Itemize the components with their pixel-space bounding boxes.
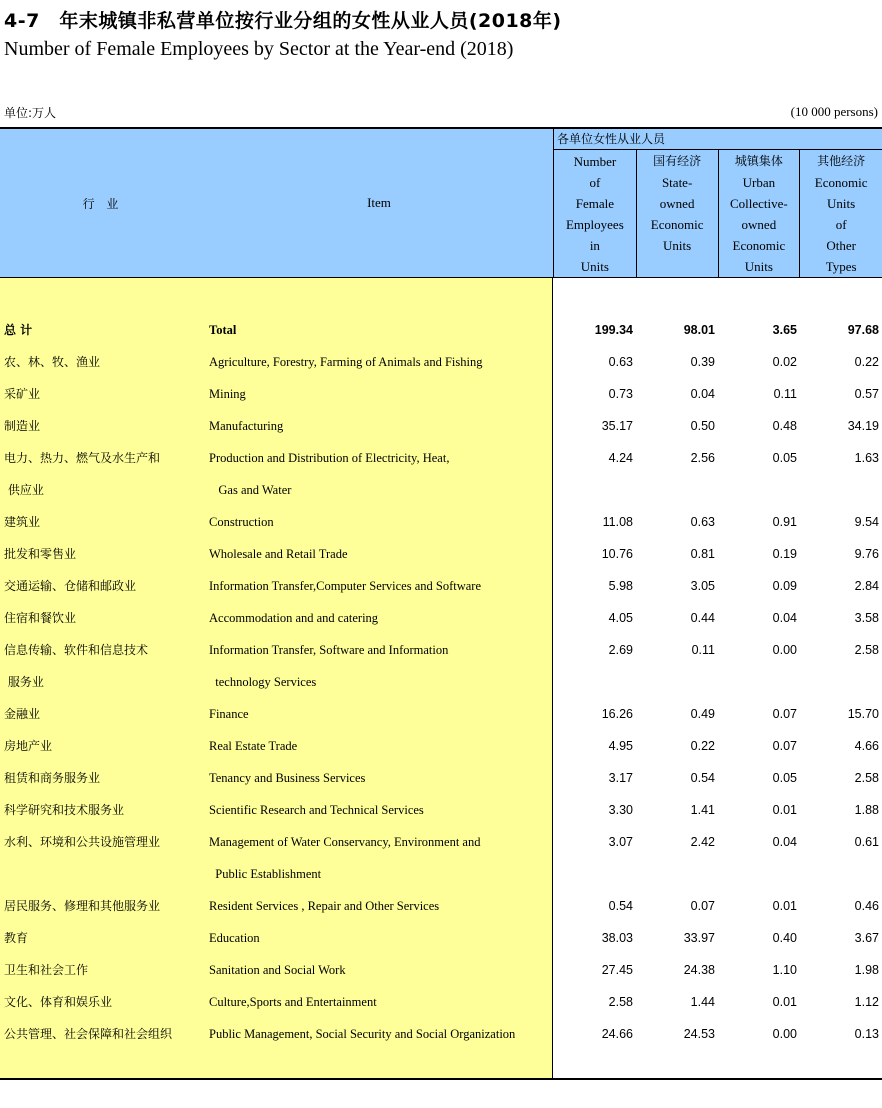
row-value-col4: 3.58	[854, 611, 879, 625]
row-label-en: Culture,Sports and Entertainment	[209, 995, 377, 1009]
header-column-en-line: Employees	[565, 217, 624, 232]
header-column-1	[554, 150, 636, 277]
row-value-col3: 0.01	[772, 995, 797, 1009]
row-label-en: Wholesale and Retail Trade	[209, 547, 348, 561]
row-value-col1: 4.95	[608, 739, 633, 753]
row-label-zh: 住宿和餐饮业	[4, 611, 77, 625]
row-value-col3: 0.91	[772, 515, 797, 529]
row-value-col2: 1.41	[690, 803, 715, 817]
row-label-en: Scientific Research and Technical Services	[209, 803, 424, 817]
row-value-col4: 2.58	[854, 643, 879, 657]
row-value-col2: 0.44	[690, 611, 715, 625]
table-row	[0, 378, 882, 410]
table-row	[0, 762, 882, 794]
row-value-col2: 33.97	[683, 931, 715, 945]
table-row	[0, 826, 882, 858]
header-industry: 行 业	[82, 196, 123, 211]
row-label-en: Gas and Water	[209, 483, 292, 497]
row-value-col3	[717, 474, 797, 506]
data-table	[0, 127, 882, 1080]
page-title-zh: 4-7 年末城镇非私营单位按行业分组的女性从业人员(2018年)	[4, 10, 562, 32]
row-label-en: Tenancy and Business Services	[209, 771, 366, 785]
row-value-col1: 4.24	[608, 451, 633, 465]
row-value-col3: 0.11	[773, 387, 797, 401]
row-value-col1: 27.45	[601, 963, 633, 977]
row-value-col2: 24.53	[683, 1027, 715, 1041]
header-column-en-line: Number	[573, 154, 617, 169]
row-label-zh: 采矿业	[4, 387, 41, 401]
header-column-en-line: Types	[825, 259, 857, 274]
row-value-col3: 0.40	[772, 931, 797, 945]
row-value-col2: 1.44	[690, 995, 715, 1009]
header-column-en-line: State-	[661, 175, 693, 190]
header-column-en-line: Units	[580, 259, 609, 274]
row-label-zh: 房地产业	[4, 739, 53, 753]
row-value-col4: 1.12	[854, 995, 879, 1009]
row-label-en: technology Services	[209, 675, 317, 689]
table-row	[0, 858, 882, 890]
row-value-col3: 0.19	[772, 547, 797, 561]
row-value-col3: 0.00	[772, 643, 797, 657]
row-value-col1: 11.08	[602, 515, 633, 529]
header-column-en-line: Economic	[814, 175, 868, 190]
table-row	[0, 1018, 882, 1050]
row-value-col4: 15.70	[847, 707, 879, 721]
header-column-zh: 其他经济	[817, 154, 866, 168]
row-label-zh: 金融业	[4, 707, 41, 721]
row-value-col3: 0.04	[772, 835, 797, 849]
row-label-en: Public Establishment	[209, 867, 322, 881]
row-value-col2: 3.05	[690, 579, 715, 593]
row-value-col4: 1.88	[854, 803, 879, 817]
row-value-col4	[799, 666, 879, 698]
row-label-en: Accommodation and and catering	[209, 611, 379, 625]
row-value-col1: 0.63	[608, 355, 633, 369]
row-value-col4	[799, 858, 879, 890]
table-row	[0, 346, 882, 378]
row-value-col4: 0.57	[854, 387, 879, 401]
header-column-en-line: Urban	[742, 175, 776, 190]
row-value-col3: 0.07	[772, 707, 797, 721]
table-row	[0, 410, 882, 442]
row-label-zh: 交通运输、仓储和邮政业	[4, 579, 137, 593]
header-column-zh: 城镇集体	[734, 154, 783, 168]
table-row	[0, 954, 882, 986]
row-value-col1: 199.34	[594, 323, 633, 337]
row-label-en: Finance	[209, 707, 249, 721]
row-value-col2	[635, 858, 715, 890]
header-column-en-line: Other	[826, 238, 856, 253]
header-column-en-line: Economic	[732, 238, 786, 253]
row-label-zh: 批发和零售业	[4, 547, 77, 561]
row-value-col1	[553, 858, 633, 890]
row-value-col3: 0.48	[772, 419, 797, 433]
row-label-en: Sanitation and Social Work	[209, 963, 346, 977]
table-body	[0, 278, 882, 1080]
row-value-col4	[799, 474, 879, 506]
row-value-col4: 2.58	[854, 771, 879, 785]
row-value-col1: 35.17	[601, 419, 633, 433]
row-label-zh: 农、林、牧、渔业	[4, 355, 101, 369]
row-value-col4: 9.76	[854, 547, 879, 561]
header-column-en-line: in	[589, 238, 600, 253]
header-column-en-line: of	[835, 217, 847, 232]
table-row	[0, 474, 882, 506]
row-value-col3: 0.09	[772, 579, 797, 593]
row-value-col2: 0.04	[690, 387, 715, 401]
row-label-zh: 水利、环境和公共设施管理业	[4, 835, 161, 849]
row-label-zh: 建筑业	[4, 515, 41, 529]
unit-label-en: (10 000 persons)	[790, 104, 878, 119]
header-column-en-line: Economic	[650, 217, 704, 232]
row-value-col1: 2.58	[608, 995, 633, 1009]
row-value-col2: 0.54	[690, 771, 715, 785]
row-value-col1: 5.98	[608, 579, 633, 593]
unit-label-zh: 单位:万人	[4, 106, 57, 120]
row-value-col2: 2.42	[690, 835, 715, 849]
header-column-en-line: Units	[663, 238, 692, 253]
row-value-col2: 24.38	[683, 963, 715, 977]
row-label-en: Total	[209, 323, 237, 337]
header-group	[553, 129, 882, 277]
row-value-col1: 3.30	[608, 803, 633, 817]
row-value-col3: 0.05	[772, 771, 797, 785]
row-value-col4: 34.19	[847, 419, 879, 433]
header-item: Item	[367, 195, 391, 210]
row-label-zh: 电力、热力、燃气及水生产和	[4, 451, 161, 465]
row-value-col1	[553, 474, 633, 506]
header-column-zh: 国有经济	[653, 154, 702, 168]
row-label-zh: 服务业	[4, 675, 44, 689]
table-row	[0, 634, 882, 666]
row-value-col2: 0.22	[690, 739, 715, 753]
table-row	[0, 570, 882, 602]
row-value-col4: 2.84	[854, 579, 879, 593]
row-label-en: Mining	[209, 387, 246, 401]
table-row	[0, 506, 882, 538]
row-value-col3: 1.10	[772, 963, 797, 977]
row-value-col1	[553, 666, 633, 698]
row-label-en: Management of Water Conservancy, Environment and	[209, 835, 481, 849]
row-value-col3: 0.04	[772, 611, 797, 625]
row-value-col1: 3.07	[608, 835, 633, 849]
row-label-en: Real Estate Trade	[209, 739, 298, 753]
table-row	[0, 538, 882, 570]
header-column-en-line: owned	[659, 196, 695, 211]
row-label-en: Information Transfer,Computer Services and Software	[209, 579, 482, 593]
table-row	[0, 314, 882, 346]
row-value-col3	[717, 858, 797, 890]
row-value-col1: 3.17	[608, 771, 633, 785]
page-title-en: Number of Female Employees by Sector at the Year-end (2018)	[4, 38, 514, 60]
row-value-col4: 4.66	[854, 739, 879, 753]
row-value-col4: 1.98	[854, 963, 879, 977]
row-value-col1: 0.54	[608, 899, 633, 913]
row-value-col2: 0.39	[690, 355, 715, 369]
row-label-zh: 文化、体育和娱乐业	[4, 995, 113, 1009]
row-label-zh: 信息传输、软件和信息技术	[4, 643, 149, 657]
row-value-col4: 3.67	[854, 931, 879, 945]
row-value-col2: 0.63	[690, 515, 715, 529]
table-row	[0, 602, 882, 634]
table-row	[0, 794, 882, 826]
row-label-zh: 总 计	[4, 323, 33, 337]
header-column-en-line: Units	[744, 259, 773, 274]
header-column-2	[636, 150, 718, 277]
row-value-col2: 0.07	[690, 899, 715, 913]
row-label-zh: 租赁和商务服务业	[4, 771, 101, 785]
row-label-zh: 科学研究和技术服务业	[4, 803, 125, 817]
row-value-col2: 2.56	[690, 451, 715, 465]
row-label-en: Construction	[209, 515, 274, 529]
row-value-col1: 24.66	[601, 1027, 633, 1041]
row-value-col2: 0.11	[691, 643, 715, 657]
row-label-en: Resident Services , Repair and Other Services	[209, 899, 440, 913]
row-value-col3: 0.01	[772, 803, 797, 817]
row-value-col4: 1.63	[854, 451, 879, 465]
row-label-zh: 公共管理、社会保障和社会组织	[4, 1027, 173, 1041]
row-value-col1: 4.05	[608, 611, 633, 625]
table-row	[0, 922, 882, 954]
row-label-en: Public Management, Social Security and Social Organization	[209, 1027, 516, 1041]
header-group-label: 各单位女性从业人员	[554, 129, 882, 150]
table-row	[0, 986, 882, 1018]
header-column-3	[718, 150, 800, 277]
row-value-col3: 0.05	[772, 451, 797, 465]
row-value-col3: 0.01	[772, 899, 797, 913]
row-value-col4: 9.54	[854, 515, 879, 529]
row-value-col1: 10.76	[601, 547, 633, 561]
row-value-col1: 0.73	[608, 387, 633, 401]
row-value-col1: 16.26	[601, 707, 633, 721]
row-value-col3	[717, 666, 797, 698]
row-label-zh: 制造业	[4, 419, 41, 433]
row-value-col3: 3.65	[772, 323, 797, 337]
row-value-col4: 0.22	[854, 355, 879, 369]
row-value-col4: 97.68	[847, 323, 879, 337]
row-label-zh: 教育	[4, 931, 29, 945]
row-value-col2: 0.50	[690, 419, 715, 433]
header-column-en-line: of	[589, 175, 601, 190]
row-value-col3: 0.07	[772, 739, 797, 753]
header-column-en-line: Female	[575, 196, 614, 211]
header-column-en-line: owned	[741, 217, 777, 232]
row-label-zh: 卫生和社会工作	[4, 963, 89, 977]
table-row	[0, 442, 882, 474]
row-label-en: Education	[209, 931, 260, 945]
row-value-col4: 0.13	[854, 1027, 879, 1041]
row-value-col1: 38.03	[601, 931, 633, 945]
row-value-col2: 98.01	[683, 323, 715, 337]
table-row	[0, 730, 882, 762]
header-column-4	[799, 150, 882, 277]
row-value-col3: 0.02	[772, 355, 797, 369]
row-value-col2	[635, 666, 715, 698]
header-column-en-line: Collective-	[729, 196, 788, 211]
header-column-en-line: Units	[827, 196, 856, 211]
row-value-col3: 0.00	[772, 1027, 797, 1041]
row-value-col2	[635, 474, 715, 506]
row-label-en: Agriculture, Forestry, Farming of Animals and Fishing	[209, 355, 483, 369]
row-label-en: Information Transfer, Software and Information	[209, 643, 449, 657]
row-label-en: Production and Distribution of Electricity, Heat,	[209, 451, 450, 465]
table-header	[0, 129, 882, 278]
row-value-col4: 0.61	[854, 835, 879, 849]
table-row	[0, 698, 882, 730]
row-label-en: Manufacturing	[209, 419, 284, 433]
table-row	[0, 890, 882, 922]
row-value-col2: 0.49	[690, 707, 715, 721]
header-columns	[554, 150, 882, 277]
table-row	[0, 666, 882, 698]
row-label-zh: 居民服务、修理和其他服务业	[4, 899, 161, 913]
row-label-zh: 供应业	[4, 483, 44, 497]
row-value-col2: 0.81	[690, 547, 715, 561]
row-value-col4: 0.46	[854, 899, 879, 913]
row-value-col1: 2.69	[608, 643, 633, 657]
